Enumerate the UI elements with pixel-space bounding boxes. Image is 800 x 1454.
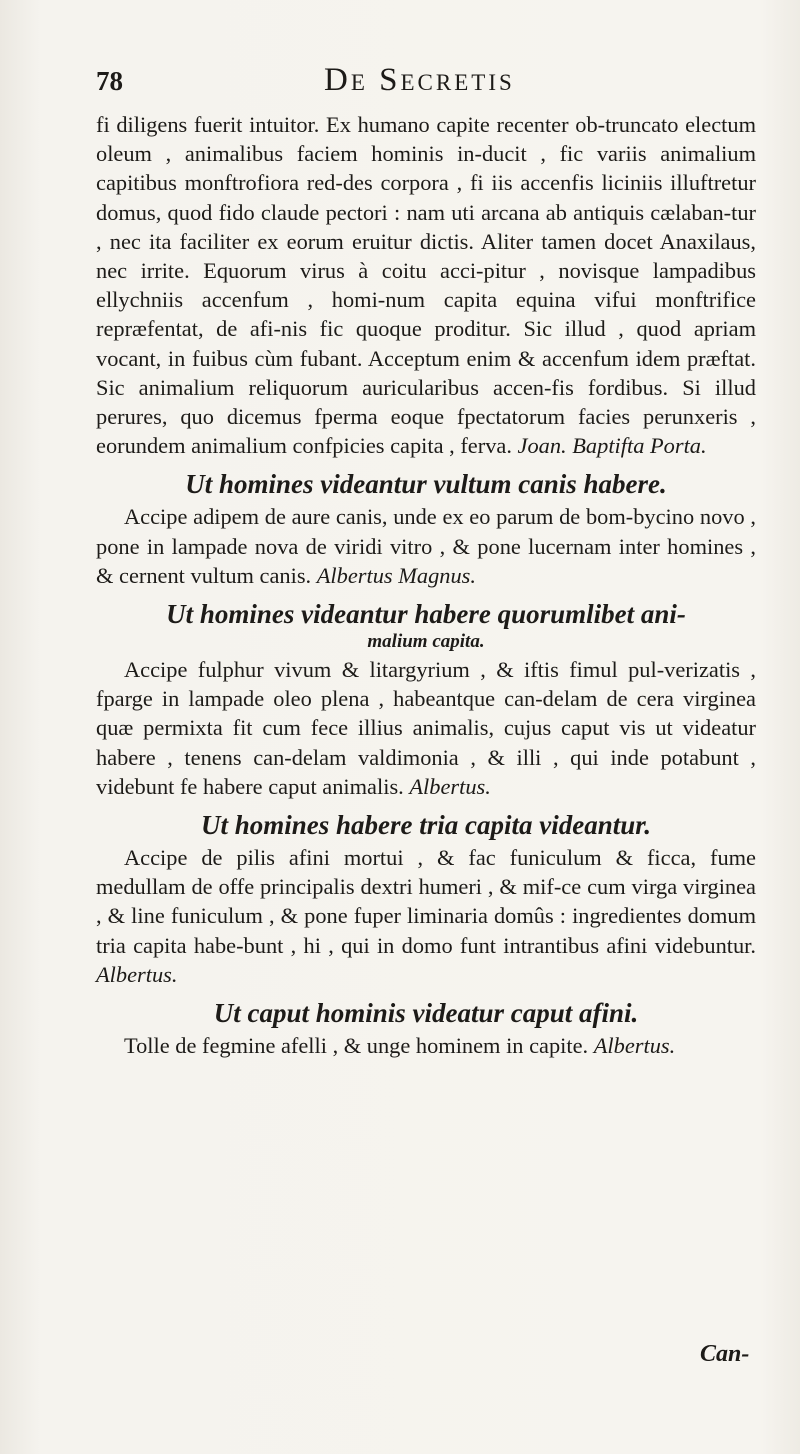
running-title: De Secretis [324, 62, 515, 98]
section-heading: Ut homines videantur vultum canis habere. [185, 469, 667, 500]
author-citation: Joan. Baptifta Porta. [517, 433, 707, 459]
page-body [96, 110, 756, 1060]
author-citation: Albertus. [593, 1033, 676, 1059]
paragraph-text: Accipe de pilis afini mortui , & fac funiculum & ficca, fume medullam de offe principalis dextri humeri , & mif-ce cum virga virginea , & line funiculum , & pone fuper liminaria domûs : ingredientes domum tria capita habe-bunt , hi , qui in domo funt intrantibus afini videbuntur. [96, 845, 756, 958]
paragraph-1 [96, 110, 756, 460]
paragraph-text: Accipe fulphur vivum & litargyrium , & iftis fimul pul-verizatis , fparge in lampade oleo plena , habeantque can-delam de cera virginea quæ permixta fit cum fece illius animalis, cujus caput vis ut videatur habere , tenens can-delam valdimonia , & illi , qui inde potabunt , videbunt fe habere caput animalis. [96, 657, 756, 799]
paragraph-5 [96, 1031, 756, 1060]
section-heading: Ut caput hominis videatur caput afini. [213, 998, 639, 1029]
page-number: 78 [96, 66, 123, 96]
paragraph-text: Tolle de fegmine afelli , & unge hominem in capite. [124, 1033, 589, 1059]
page-header [96, 62, 736, 106]
author-citation: Albertus Magnus. [316, 562, 476, 588]
author-citation: Albertus. [96, 961, 178, 987]
section-heading: Ut homines videantur habere quorumlibet ani- [166, 599, 686, 630]
section-subheading: malium capita. [367, 631, 485, 653]
author-citation: Albertus. [409, 773, 491, 799]
paragraph-text: fi diligens fuerit intuitor. Ex humano capite recenter ob-truncato electum oleum , animalibus faciem hominis in-ducit , fic variis animalium capitibus monftrofiora red-des corpora , fi iis accenfis liciniis illuftretur domus, quod fido claude pectori : nam uti arcana ab antiquis cælaban-tur , nec ita faciliter ex eorum eruitur dictis. Aliter tamen docet Anaxilaus, nec irrite. Equorum virus à coitu acci-pitur , novisque lampadibus ellychniis accenfum , homi-num capita equina vifui monftrifice repræfentat, de afi-nis fic quoque proditur. Sic illud , quod apriam vocant, in fuibus cùm fubant. Acceptum enim & accenfum idem præftat. Sic animalium reliquorum auricularibus accen-fis fordibus. Si illud perures, quo dicemus fperma eoque fpectatorum facies perunxeris , eorundem animalium confpicies capita , ferva. [96, 112, 756, 459]
paragraph-text: Accipe adipem de aure canis, unde ex eo parum de bom-bycino novo , pone in lampade nova de viridi vitro , & pone lucernam inter homines , & cernent vultum canis. [96, 504, 756, 588]
catchword: Can- [700, 1341, 750, 1367]
paragraph-2 [96, 502, 756, 590]
paragraph-4 [96, 843, 756, 989]
section-heading: Ut homines habere tria capita videantur. [200, 810, 652, 841]
paragraph-3 [96, 655, 756, 801]
